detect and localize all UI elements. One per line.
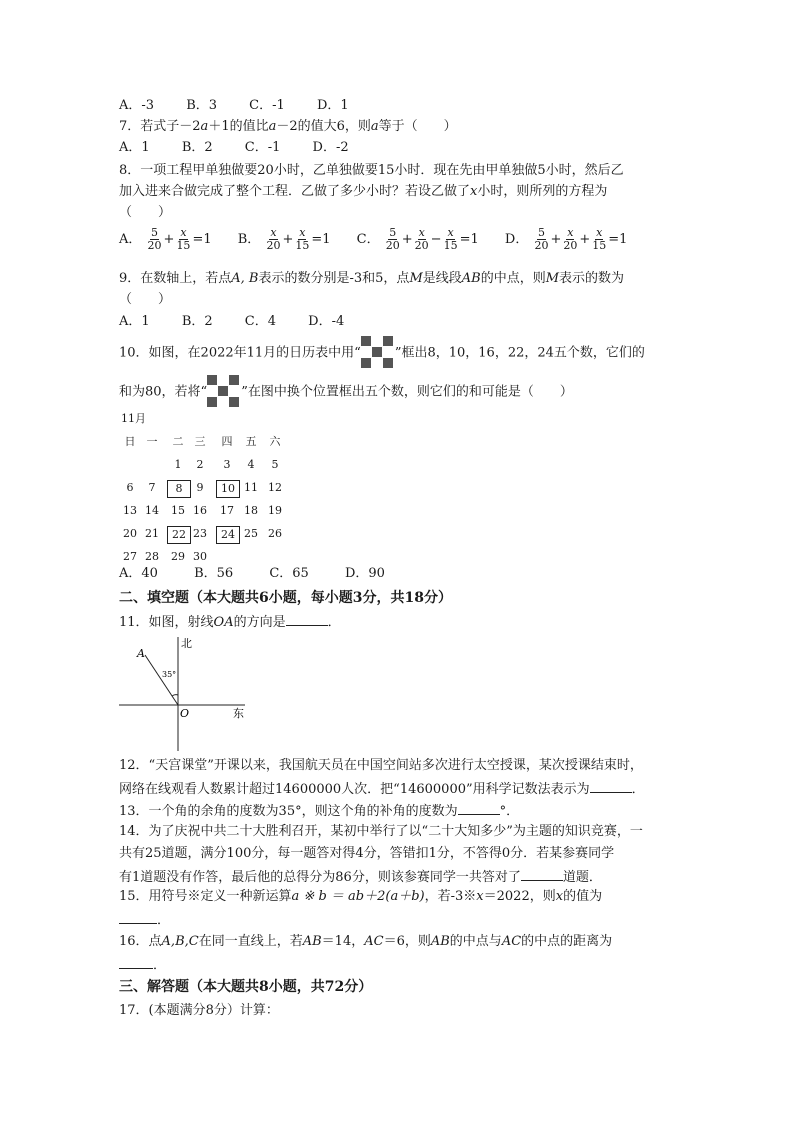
q7-options bbox=[119, 138, 377, 158]
q9-var: A, B bbox=[231, 271, 259, 286]
november-calendar bbox=[119, 410, 299, 563]
q9-text: 9．在数轴上，若点 bbox=[119, 271, 232, 286]
operator: − bbox=[430, 232, 442, 247]
q9-var: AB bbox=[461, 271, 481, 286]
calendar-day: 8 bbox=[167, 480, 191, 498]
q9-options bbox=[119, 312, 372, 332]
point-a-label: A bbox=[137, 647, 145, 660]
q10-options bbox=[119, 564, 417, 584]
ray-oa bbox=[145, 655, 178, 705]
calendar-day: 1 bbox=[174, 458, 182, 471]
calendar-day: 2 bbox=[196, 458, 204, 471]
operator: + bbox=[550, 232, 562, 247]
q14-line1: 14．为了庆祝中共二十大胜利召开，某初中举行了以“二十大知多少”为主题的知识竞赛，一 bbox=[119, 824, 643, 839]
numerator: 5 bbox=[537, 226, 545, 239]
fraction bbox=[175, 227, 191, 252]
fraction bbox=[294, 227, 310, 252]
calendar-day: 3 bbox=[223, 458, 231, 471]
q8-option-c bbox=[357, 226, 479, 254]
numerator: 5 bbox=[389, 226, 397, 239]
calendar-month: 11月 bbox=[121, 412, 146, 425]
q8-text: 加入进来合做完成了整个工程．乙做了多少小时？若设乙做了 bbox=[119, 184, 471, 199]
calendar-weekday: 四 bbox=[221, 435, 233, 448]
q11-text: 11．如图，射线 bbox=[119, 615, 214, 630]
calendar-day: 10 bbox=[216, 480, 240, 498]
fraction bbox=[147, 227, 163, 252]
q15-text: ＝2022，则 bbox=[483, 889, 556, 904]
numerator: x bbox=[270, 226, 277, 239]
q9-option-c: C．4 bbox=[244, 314, 276, 329]
q6-options bbox=[119, 96, 377, 116]
calendar-day: 25 bbox=[244, 527, 258, 540]
equals: =1 bbox=[192, 232, 212, 247]
q7-var: a bbox=[268, 119, 277, 134]
q12-text: ． bbox=[631, 782, 645, 797]
section-2-heading: 二、填空题（本大题共6小题，每小题3分，共18分） bbox=[119, 590, 452, 606]
q11-var: OA bbox=[213, 615, 234, 630]
calendar-weekday: 日 bbox=[124, 435, 136, 448]
q13-text: 13．一个角的余角的度数为35°，则这个角的补角的度数为 bbox=[119, 804, 458, 819]
q7-stem bbox=[119, 117, 457, 137]
operator: + bbox=[401, 232, 413, 247]
equals: =1 bbox=[311, 232, 331, 247]
five-square-pattern-icon bbox=[207, 375, 241, 409]
calendar-day: 30 bbox=[193, 550, 207, 563]
denominator: 20 bbox=[534, 239, 549, 252]
calendar-day: 19 bbox=[268, 504, 282, 517]
q8-var: x bbox=[470, 184, 478, 199]
denominator: 15 bbox=[592, 239, 607, 252]
q14-line3 bbox=[119, 866, 602, 888]
q9-text: 的中点，则 bbox=[480, 271, 546, 286]
fraction bbox=[443, 227, 459, 252]
q16-text: 的中点与 bbox=[449, 934, 502, 949]
q11-text: ． bbox=[327, 615, 341, 630]
denominator: 20 bbox=[385, 239, 400, 252]
numerator: x bbox=[596, 226, 603, 239]
calendar-weekday: 五 bbox=[245, 435, 257, 448]
q8-option-b bbox=[238, 226, 331, 254]
q7-text: 7．若式子－2 bbox=[119, 119, 201, 134]
fraction bbox=[414, 227, 430, 252]
q15-text: ． bbox=[157, 913, 171, 928]
q9-stem bbox=[119, 269, 624, 289]
numerator: x bbox=[299, 226, 306, 239]
q16-var: A,B,C bbox=[161, 934, 199, 949]
q15-var: x bbox=[555, 889, 564, 904]
fraction bbox=[265, 227, 281, 252]
q6-option-a: A．-3 bbox=[119, 98, 155, 113]
q6-option-d: D．1 bbox=[316, 98, 349, 113]
numerator: x bbox=[180, 226, 187, 239]
operator: + bbox=[163, 232, 175, 247]
calendar-day: 26 bbox=[268, 527, 282, 540]
q16-answer-line bbox=[119, 954, 166, 976]
direction-figure bbox=[119, 635, 254, 753]
q9-option-a: A．1 bbox=[119, 314, 150, 329]
angle-arc bbox=[172, 695, 178, 696]
q15-text: 的值为 bbox=[563, 889, 603, 904]
q14-line2: 共有25道题，满分100分，每一题答对得4分，答错扣1分，不答得0分．若某参赛同学 bbox=[119, 846, 615, 861]
q9-option-b: B．2 bbox=[181, 314, 213, 329]
q16-var: AB bbox=[302, 934, 322, 949]
q16-text: ＝14， bbox=[321, 934, 365, 949]
calendar-day: 29 bbox=[171, 550, 185, 563]
denominator: 20 bbox=[414, 239, 429, 252]
q10-text: ”框出8，10，16，22，24五个数，它们的 bbox=[394, 345, 645, 361]
q10-option-d: D．90 bbox=[344, 566, 385, 581]
q9-var: M bbox=[545, 271, 560, 286]
q7-text: ＋1的值比 bbox=[208, 119, 269, 134]
calendar-day: 23 bbox=[193, 527, 207, 540]
q9-var: M bbox=[409, 271, 423, 286]
q7-var: a bbox=[370, 119, 379, 134]
fraction bbox=[533, 227, 549, 252]
calendar-day: 7 bbox=[148, 481, 156, 494]
five-square-pattern-icon bbox=[361, 336, 395, 370]
q8-line1: 8．一项工程甲单独做要20小时，乙单独做要15小时．现在先由甲单独做5小时，然后乙 bbox=[119, 163, 624, 178]
q7-var: a bbox=[200, 119, 209, 134]
calendar-day: 13 bbox=[123, 504, 137, 517]
calendar-day: 16 bbox=[193, 504, 207, 517]
q16-var: AB bbox=[430, 934, 450, 949]
calendar-weekday: 三 bbox=[194, 435, 206, 448]
answer-blank bbox=[521, 866, 563, 881]
q8-options bbox=[119, 226, 649, 254]
q16-stem bbox=[119, 932, 612, 952]
answer-blank bbox=[590, 778, 632, 793]
q7-option-b: B．2 bbox=[181, 140, 213, 155]
q9-option-d: D．-4 bbox=[308, 314, 345, 329]
q6-option-c: C．-1 bbox=[249, 98, 285, 113]
q17-stem: 17．(本题满分8分）计算： bbox=[119, 1003, 279, 1018]
calendar-day: 24 bbox=[216, 526, 240, 544]
calendar-day: 15 bbox=[171, 504, 185, 517]
q10-text: 10．如图，在2022年11月的日历表中用“ bbox=[119, 345, 361, 361]
numerator: x bbox=[567, 226, 574, 239]
q7-text: 等于（ ） bbox=[378, 119, 457, 134]
calendar-day: 4 bbox=[247, 458, 255, 471]
q16-text: ＝6，则 bbox=[383, 934, 431, 949]
q16-text: 16．点 bbox=[119, 934, 162, 949]
fraction bbox=[385, 227, 401, 252]
equals: =1 bbox=[459, 232, 479, 247]
calendar-day: 17 bbox=[220, 504, 234, 517]
q12-line1: 12．“天宫课堂”开课以来，我国航天员在中国空间站多次进行太空授课，某次授课结束时， bbox=[119, 758, 643, 773]
answer-blank bbox=[458, 800, 500, 815]
operator: + bbox=[282, 232, 294, 247]
calendar-day: 14 bbox=[145, 504, 159, 517]
q9-text: 是线段 bbox=[422, 271, 462, 286]
q14-text: 道题． bbox=[562, 870, 602, 885]
q16-text: ． bbox=[153, 958, 167, 973]
calendar-day: 18 bbox=[244, 504, 258, 517]
angle-label: 35° bbox=[162, 670, 177, 679]
q8-line2 bbox=[119, 182, 607, 202]
calendar-weekday: 二 bbox=[172, 435, 184, 448]
equals: =1 bbox=[608, 232, 628, 247]
q9-paren: （ ） bbox=[119, 292, 172, 307]
calendar-day: 21 bbox=[145, 527, 159, 540]
q10-line2 bbox=[119, 375, 573, 410]
calendar-day: 11 bbox=[244, 481, 258, 494]
section-3-heading: 三、解答题（本大题共8小题，共72分） bbox=[119, 979, 373, 995]
fraction bbox=[591, 227, 607, 252]
calendar-day: 28 bbox=[145, 550, 159, 563]
q10-option-b: B．56 bbox=[194, 566, 234, 581]
q13-text: °． bbox=[499, 804, 520, 819]
operator: + bbox=[579, 232, 591, 247]
q8-option-d bbox=[505, 226, 628, 254]
q8-paren: （ ） bbox=[119, 205, 172, 220]
east-label: 东 bbox=[233, 707, 244, 720]
denominator: 15 bbox=[443, 239, 458, 252]
q15-var: x bbox=[476, 889, 484, 904]
q12-text: 网络在线观看人数累计超过14600000人次．把“14600000”用科学记数法表示为 bbox=[119, 782, 590, 797]
q6-option-b: B．3 bbox=[186, 98, 218, 113]
q15-answer-line bbox=[119, 909, 170, 931]
q16-var: AC bbox=[364, 934, 384, 949]
q7-option-a: A．1 bbox=[119, 140, 150, 155]
fraction bbox=[562, 227, 578, 252]
calendar-day: 12 bbox=[268, 481, 282, 494]
q13-stem bbox=[119, 800, 519, 822]
denominator: 15 bbox=[295, 239, 310, 252]
q15-expression: a ※ b ＝ ab＋2(a＋b) bbox=[291, 889, 425, 904]
option-label: A． bbox=[119, 232, 142, 247]
q16-var: AC bbox=[501, 934, 522, 949]
q12-line2 bbox=[119, 778, 645, 800]
answer-blank bbox=[286, 611, 328, 626]
denominator: 20 bbox=[266, 239, 281, 252]
q8-option-a bbox=[119, 226, 212, 254]
answer-blank bbox=[119, 909, 157, 924]
option-label: D． bbox=[504, 232, 529, 247]
option-label: B． bbox=[237, 232, 261, 247]
numerator: 5 bbox=[151, 226, 159, 239]
q10-option-a: A．40 bbox=[119, 566, 158, 581]
q10-option-c: C．65 bbox=[269, 566, 309, 581]
option-label: C． bbox=[356, 232, 380, 247]
q10-text: ”在图中换个位置框出五个数，则它们的和可能是（ ） bbox=[241, 384, 573, 400]
calendar-day: 6 bbox=[126, 481, 134, 494]
q15-text: 15．用符号※定义一种新运算 bbox=[119, 889, 292, 904]
q7-option-d: D．-2 bbox=[312, 140, 349, 155]
q10-text: 和为80，若将“ bbox=[119, 384, 208, 400]
denominator: 20 bbox=[563, 239, 578, 252]
calendar-day: 27 bbox=[123, 550, 137, 563]
north-label: 北 bbox=[181, 637, 192, 650]
q9-text: 表示的数分别是-3和5，点 bbox=[258, 271, 410, 286]
calendar-day: 22 bbox=[167, 526, 191, 544]
q16-text: 的中点的距离为 bbox=[521, 934, 613, 949]
calendar-day: 20 bbox=[123, 527, 137, 540]
q9-text: 表示的数为 bbox=[559, 271, 625, 286]
numerator: x bbox=[447, 226, 454, 239]
q16-text: 在同一直线上，若 bbox=[198, 934, 303, 949]
denominator: 15 bbox=[176, 239, 191, 252]
q15-stem bbox=[119, 887, 602, 907]
origin-label: O bbox=[180, 707, 190, 720]
numerator: x bbox=[418, 226, 425, 239]
calendar-day: 9 bbox=[196, 481, 204, 494]
denominator: 20 bbox=[147, 239, 162, 252]
calendar-weekday: 一 bbox=[146, 435, 158, 448]
q7-text: －2的值大6，则 bbox=[276, 119, 371, 134]
q8-text: 小时，则所列的方程为 bbox=[477, 184, 608, 199]
q15-text: ，若-3※ bbox=[424, 889, 477, 904]
answer-blank bbox=[119, 954, 153, 969]
q7-option-c: C．-1 bbox=[244, 140, 281, 155]
calendar-day: 5 bbox=[271, 458, 279, 471]
calendar-weekday: 六 bbox=[269, 435, 281, 448]
q11-stem bbox=[119, 611, 341, 633]
q10-line1 bbox=[119, 336, 645, 371]
q14-text: 有1道题没有作答，最后他的总得分为86分，则该参赛同学一共答对了 bbox=[119, 870, 521, 885]
q11-text: 的方向是 bbox=[233, 615, 286, 630]
